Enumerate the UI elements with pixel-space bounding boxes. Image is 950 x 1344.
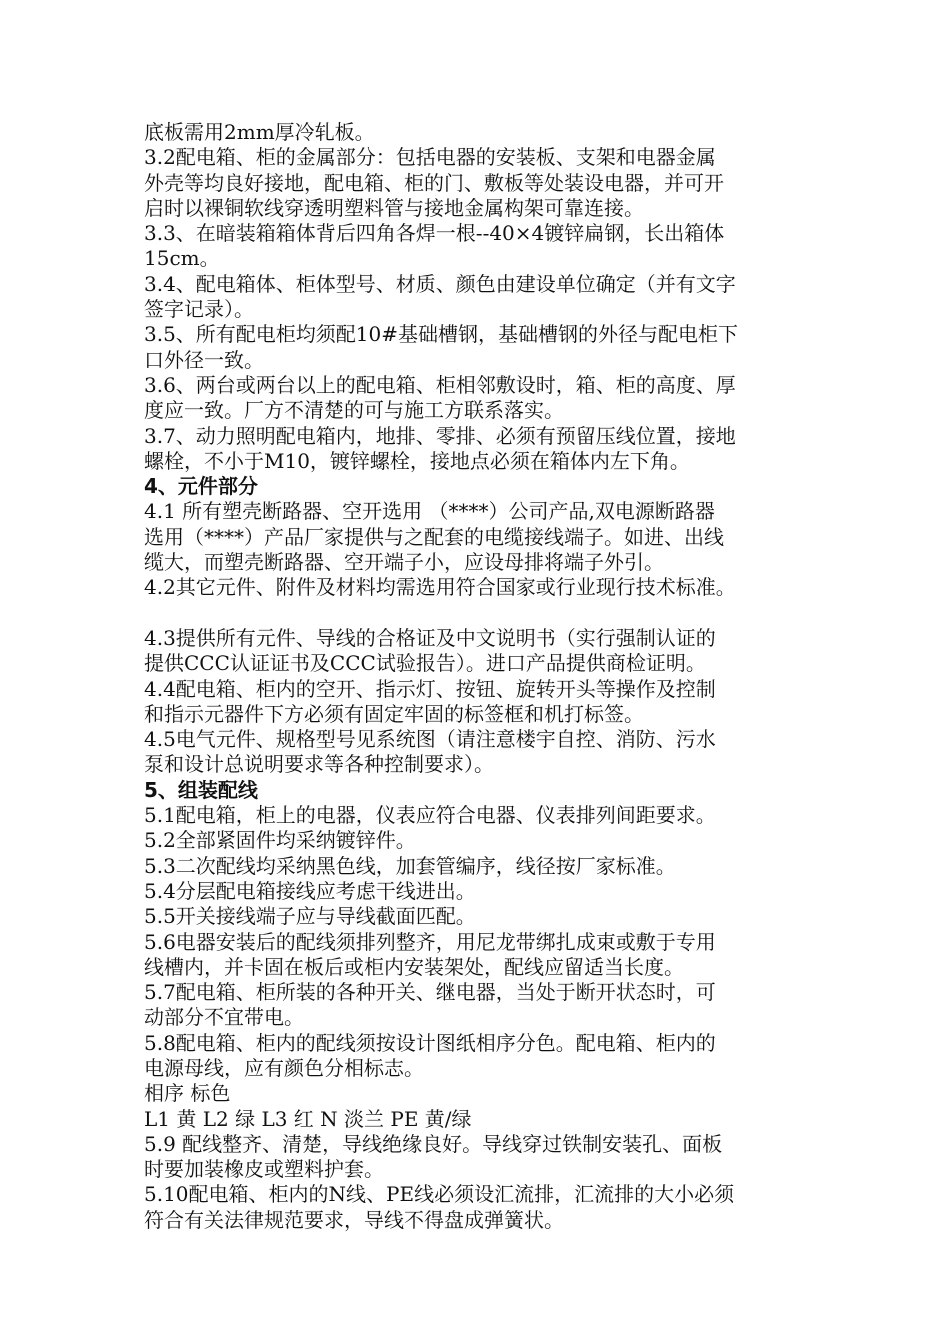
text-line: 缆大，而塑壳断路器、空开端子小，应设母排将端子外引。 <box>144 550 664 575</box>
text-line: 签字记录）。 <box>144 297 254 322</box>
text-line: 提供CCC认证证书及CCC试验报告）。进口产品提供商检证明。 <box>144 651 706 676</box>
text-line: 相序 标色 <box>144 1081 231 1106</box>
document-body <box>144 120 824 1233</box>
text-line: 5.7配电箱、柜所装的各种开关、继电器，当处于断开状态时，可 <box>144 980 716 1005</box>
text-line: 3.3、在暗装箱箱体背后四角各焊一根--40×4镀锌扁钢，长出箱体 <box>144 221 725 246</box>
text-line: 15cm。 <box>144 246 220 271</box>
text-line: 3.4、配电箱体、柜体型号、材质、颜色由建设单位确定（并有文字 <box>144 271 736 296</box>
text-line: 泵和设计总说明要求等各种控制要求）。 <box>144 752 494 777</box>
text-line: 5.2全部紧固件均采纳镀锌件。 <box>144 828 416 853</box>
text-line: 5.10配电箱、柜内的N线、PE线必须设汇流排，汇流排的大小必须 <box>144 1182 735 1207</box>
text-line: 时要加装橡皮或塑料护套。 <box>144 1157 384 1182</box>
text-line: 5.4分层配电箱接线应考虑干线进出。 <box>144 878 476 903</box>
text-line: 3.2配电箱、柜的金属部分：包括电器的安装板、支架和电器金属 <box>144 145 716 170</box>
text-line: 5.3二次配线均采纳黑色线，加套管编序，线径按厂家标准。 <box>144 853 676 878</box>
text-line: 4.3提供所有元件、导线的合格证及中文说明书（实行强制认证的 <box>144 625 716 650</box>
text-line: 动部分不宜带电。 <box>144 1005 304 1030</box>
text-line: 选用（****）产品厂家提供与之配套的电缆接线端子。如进、出线 <box>144 524 724 549</box>
text-line: 符合有关法律规范要求，导线不得盘成弹簧状。 <box>144 1207 564 1232</box>
text-line: 3.5、所有配电柜均须配10#基础槽钢，基础槽钢的外径与配电柜下 <box>144 322 739 347</box>
text-line: 电源母线，应有颜色分相标志。 <box>144 1055 424 1080</box>
text-line: 4.2其它元件、附件及材料均需选用符合国家或行业现行技术标准。 <box>144 575 736 600</box>
text-line: 5.8配电箱、柜内的配线须按设计图纸相序分色。配电箱、柜内的 <box>144 1030 716 1055</box>
text-line: 3.7、动力照明配电箱内，地排、零排、必须有预留压线位置，接地 <box>144 423 736 448</box>
text-line: 螺栓，不小于M10，镀锌螺栓，接地点必须在箱体内左下角。 <box>144 448 690 473</box>
text-line: 口外径一致。 <box>144 347 264 372</box>
text-line: 4.4配电箱、柜内的空开、指示灯、按钮、旋转开头等操作及控制 <box>144 676 716 701</box>
text-line: 外壳等均良好接地，配电箱、柜的门、敷板等处装设电器，并可开 <box>144 170 724 195</box>
text-line: 5.9 配线整齐、清楚，导线绝缘良好。导线穿过铁制安装孔、面板 <box>144 1131 723 1156</box>
text-line: 3.6、两台或两台以上的配电箱、柜相邻敷设时，箱、柜的高度、厚 <box>144 372 736 397</box>
text-line: 5.5开关接线端子应与导线截面匹配。 <box>144 904 476 929</box>
text-line: 5.1配电箱，柜上的电器，仪表应符合电器、仪表排列间距要求。 <box>144 803 716 828</box>
text-line: 启时以裸铜软线穿透明塑料管与接地金属构架可靠连接。 <box>144 195 644 220</box>
text-line: 5.6电器安装后的配线须排列整齐，用尼龙带绑扎成束或敷于专用 <box>144 929 716 954</box>
text-line: L1 黄 L2 绿 L3 红 N 淡兰 PE 黄/绿 <box>144 1106 472 1131</box>
text-line: 线槽内，并卡固在板后或柜内安装架处，配线应留适当长度。 <box>144 954 684 979</box>
section-heading: 5、组装配线 <box>144 777 258 802</box>
text-line: 底板需用2mm厚冷轧板。 <box>144 120 375 144</box>
text-line: 4.5电气元件、规格型号见系统图（请注意楼宇自控、消防、污水 <box>144 727 716 752</box>
blank-line <box>144 601 824 626</box>
text-line: 和指示元器件下方必须有固定牢固的标签框和机打标签。 <box>144 701 644 726</box>
text-line: 度应一致。厂方不清楚的可与施工方联系落实。 <box>144 398 564 423</box>
section-heading: 4、元件部分 <box>144 474 258 499</box>
text-line: 4.1 所有塑壳断路器、空开选用 （****）公司产品,双电源断路器 <box>144 499 715 524</box>
